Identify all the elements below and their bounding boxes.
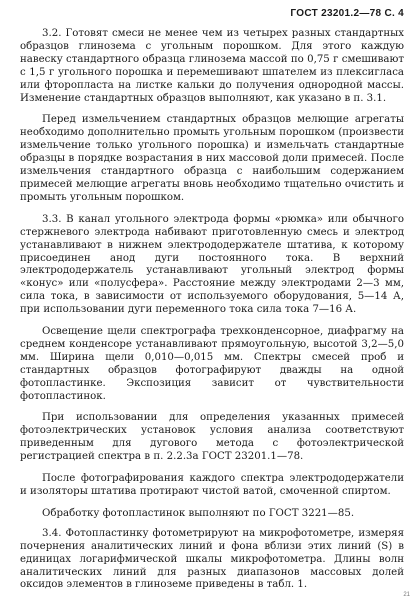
paragraph-slit-lighting: Освещение щели спектрографа трехконденсорное, диафрагму на среднем конденсоре устанавливают прямоугольную, высотой 3,2—5,0 мм. Ширина щели 0,010—0,015 мм. Спектры смесей проб и стандартных образцов фотографируют дважды на одной фотопластинке. Экспозиция зависит от чувствительности фотопластинок. [20,326,404,402]
paragraph-holder-cleaning: После фотографирования каждого спектра электрододержатели и изоляторы штатива протирают чистой ватой, смоченной спиртом. [20,473,404,497]
paragraph-3-4: 3.4. Фотопластинку фотометрируют на микрофотометре, измеряя почернения аналитических линий и фона вблизи этих линий (S) в единицах логарифмической шкалы микрофотометра. Длины волн аналитических линий для разных диапазонов массовых долей оксидов элементов в глиноземе приведены в табл. 1. [20,527,404,591]
paragraph-3-3: 3.3. В канал угольного электрода формы «рюмка» или обычного стержневого электрода набивают приготовленную смесь и электрод устанавливают в нижнем электрододержателе штатива, к которому присоединен анод дуги постоянного тока. В верхний электрододержатель устанавливают угольный электрод формы «конус» или «полусфера». Расстояние между электродами 2—3 мм, сила тока, в зависимости от используемого оборудования, 5—14 А, при использовании дуги переменного тока сила тока 7—16 А. [20,213,404,316]
paragraph-3-2: 3.2. Готовят смеси не менее чем из четырех разных стандартных образцов глинозема с угольным порошком. Для этого каждую навеску стандартного образца глинозема массой по 0,75 г смешивают с 1,5 г угольного порошка и перемешивают шпателем из плексигласа или фторопласта на листке кальки до получения однородной массы. Изменение стандартных образцов выполняют, как указано в п. 3.1. [20,28,404,104]
paragraph-grinding-note: Перед измельчением стандартных образцов мелющие агрегаты необходимо дополнительно промыть угольным порошком (произвести измельчение только угольного порошка) и измельчать стандартные образцы в порядке возрастания в них массовой доли примесей. После измельчения стандартного образца с наибольшим содержанием примесей мелющие агрегаты вновь необходимо тщательно очистить и промыть угольным порошком. [20,114,404,203]
page-header: ГОСТ 23201.2—78 С. 4 [290,8,404,19]
paragraph-photoelectric: При использовании для определения указанных примесей фотоэлектрических установок условия анализа соответствуют приведенным для дугового метода с фотоэлектрической регистрацией спектра в п. 2.2.3а ГОСТ 23201.1—78. [20,412,404,463]
paragraph-plate-processing: Обработку фотопластинок выполняют по ГОСТ 3221—85. [42,507,355,519]
corner-mark: 21 [403,592,410,598]
